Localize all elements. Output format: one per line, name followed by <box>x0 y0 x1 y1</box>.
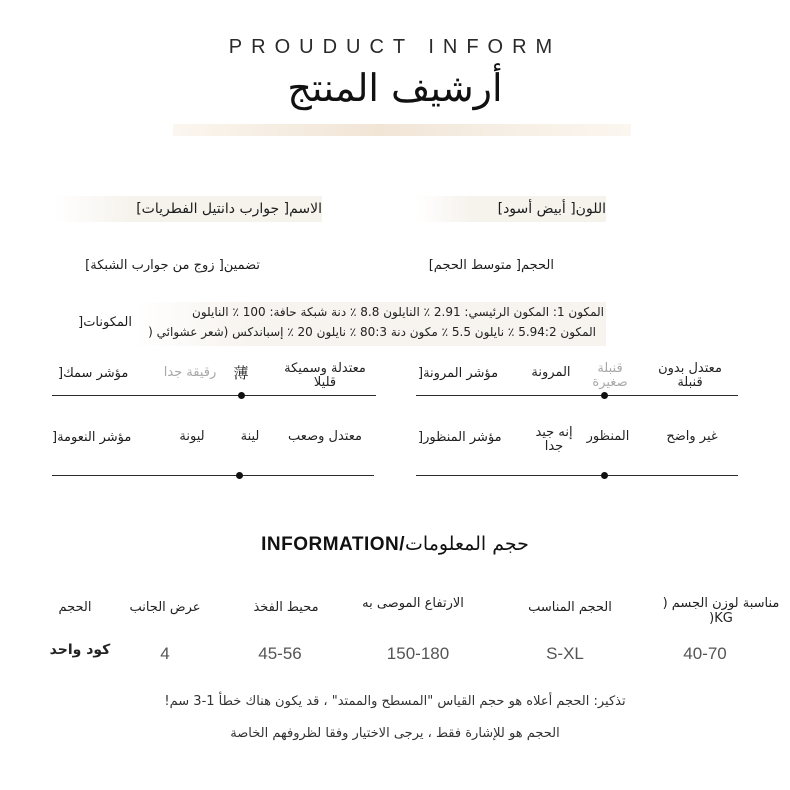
thickness-label-very-thin: رقيقة جدا <box>163 365 217 380</box>
softness-scale-marker <box>236 472 243 479</box>
elasticity-scale-marker <box>601 392 608 399</box>
size-field: الحجم[ متوسط الحجم] <box>428 258 554 273</box>
header-body-weight: مناسبة لوزن الجسم ( KG( <box>662 596 780 626</box>
name-field <box>54 196 322 222</box>
cell-recommended-height: 150-180 <box>386 644 450 663</box>
components-line-2: المكون 5.94:2 ٪ نايلون 5.5 ٪ مكون دنة 80:3 ٪ نايلون 20 ٪ إسباندكس (شعر عشوائي ( <box>148 325 596 339</box>
cell-side-width: 4 <box>160 644 170 663</box>
color-field <box>416 196 606 222</box>
softness-label-soft: ليونة <box>179 429 205 444</box>
thickness-scale-line <box>52 395 376 396</box>
cell-body-weight: 40-70 <box>683 644 727 663</box>
size-reference-note: الحجم هو للإشارة فقط ، يرجى الاختيار وفقا لظروفهم الخاصة <box>230 726 560 741</box>
header-side-width: عرض الجانب <box>129 600 201 615</box>
perspective-label-unclear: غير واضح <box>666 429 718 444</box>
perspective-scale-title: مؤشر المنظور[ <box>418 430 502 445</box>
thickness-scale-title: مؤشر سمك[ <box>58 366 129 381</box>
info-section-title <box>0 533 790 556</box>
softness-scale-line <box>52 475 374 476</box>
color-field-text: اللون[ أبيض أسود] <box>497 201 606 217</box>
page-title: أرشيف المنتج <box>287 66 503 110</box>
cell-suitable-size: S-XL <box>546 644 584 663</box>
components-label: المكونات[ <box>78 315 132 330</box>
header-recommended-height: الارتفاع الموصى به <box>362 596 464 611</box>
elasticity-scale-title: مؤشر المرونة[ <box>418 366 499 381</box>
header-suitable-size: الحجم المناسب <box>528 600 612 615</box>
includes-field: تضمين[ زوج من جوارب الشبكة] <box>85 258 260 273</box>
info-title-ar: حجم المعلومات <box>405 533 529 555</box>
components-line-1: المكون 1: المكون الرئيسي: 2.91 ٪ النايلون 8.8 ٪ دنة شبكة حافة: 100 ٪ النايلون <box>192 305 604 319</box>
components-box <box>134 302 606 346</box>
thickness-label-thin: 薄 <box>233 364 249 382</box>
header-decor-bar <box>173 124 631 136</box>
perspective-scale-line <box>416 475 738 476</box>
softness-label-gentle: لينة <box>240 429 260 444</box>
perspective-scale-marker <box>601 472 608 479</box>
softness-label-moderate-hard: معتدل وصعب <box>288 429 362 444</box>
elasticity-label-moderate: معتدل بدون قنبلة <box>658 361 722 390</box>
info-title-en: INFORMATION/ <box>261 534 406 555</box>
size-reminder-note: تذكير: الحجم أعلاه هو حجم القياس "المسطح والممتد" ، قد يكون هناك خطأ 1-3 سم! <box>164 694 626 709</box>
cell-thigh-circumference: 45-56 <box>258 644 302 663</box>
name-field-text: الاسم[ جوارب دانتيل الفطريات] <box>136 201 322 217</box>
elasticity-scale-line <box>416 395 738 396</box>
elasticity-label-small: قنبلة صغيرة <box>592 361 628 390</box>
elasticity-label-elastic: المرونة <box>531 365 571 380</box>
thickness-label-moderate: معتدلة وسميكة قليلا <box>284 361 366 390</box>
softness-scale-title: مؤشر النعومة[ <box>52 430 132 445</box>
header-size: الحجم <box>58 600 92 615</box>
thickness-scale-marker <box>238 392 245 399</box>
cell-size: كود واحد <box>49 642 111 658</box>
perspective-label-very-good: إنه جيد جدا <box>535 425 573 454</box>
header-thigh-circumference: محيط الفخذ <box>253 600 319 615</box>
header-subtitle: PROUDUCT INFORM <box>228 36 562 58</box>
perspective-label-see-through: المنظور <box>586 429 630 444</box>
